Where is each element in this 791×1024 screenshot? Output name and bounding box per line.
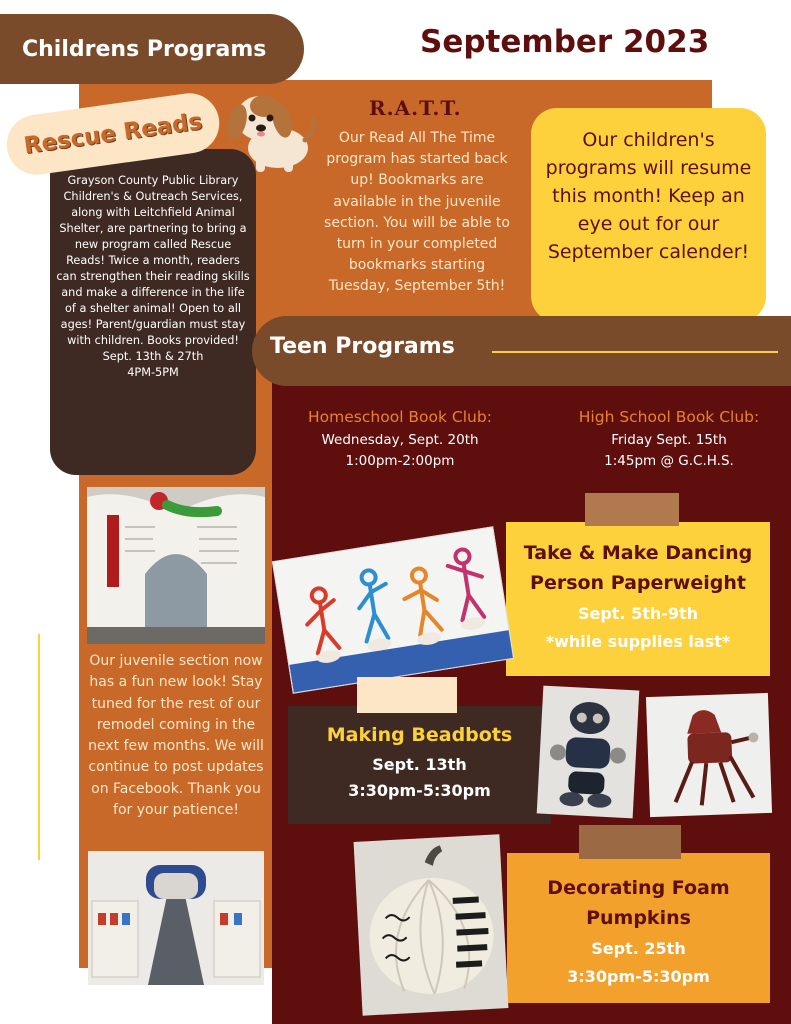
pumpkins-date: Sept. 25th [591, 939, 686, 958]
tape-decoration [579, 825, 681, 859]
pumpkins-time: 3:30pm-5:30pm [567, 967, 710, 986]
juvenile-section-hallway-photo [88, 851, 264, 985]
high-school-club-date: Friday Sept. 15th [611, 432, 727, 448]
high-school-book-club [557, 408, 781, 472]
rescue-reads-badge-text: Rescue Reads [22, 108, 204, 160]
beadbots-date: Sept. 13th [372, 755, 467, 774]
decorating-pumpkins-card [507, 853, 770, 1003]
beadbot-photo-2 [646, 693, 772, 817]
childrens-programs-label: Childrens Programs [22, 36, 267, 62]
tape-decoration [357, 677, 457, 713]
homeschool-club-date: Wednesday, Sept. 20th [321, 432, 479, 448]
homeschool-club-title: Homeschool Book Club: [308, 408, 492, 426]
teen-programs-label: Teen Programs [270, 334, 455, 359]
programs-resume-text: Our children's programs will resume this month! Keep an eye out for our September calender! [545, 129, 752, 263]
rescue-reads-card [50, 149, 256, 475]
take-and-make-title-line1: Take & Make Dancing [523, 542, 753, 564]
rescue-reads-time: 4PM-5PM [127, 366, 179, 379]
ratt-description: Our Read All The Time program has started back up! Bookmarks are available in the juvenile section. You will be able to turn in your completed bookmarks starting Tuesday, September 5th! [324, 130, 510, 295]
beadbots-title: Making Beadbots [326, 724, 513, 746]
foam-pumpkin-photo [354, 834, 509, 1015]
homeschool-book-club [286, 408, 514, 472]
juvenile-section-entrance-photo [87, 487, 265, 644]
programs-resume-notice [531, 108, 766, 322]
ratt-title: R.A.T.T. [369, 96, 462, 120]
puppy-illustration [220, 82, 320, 174]
take-and-make-dates: Sept. 5th-9th [577, 604, 699, 623]
rescue-reads-dates: Sept. 13th & 27th [102, 350, 204, 363]
take-and-make-note: *while supplies last* [545, 632, 731, 651]
high-school-club-title: High School Book Club: [578, 408, 760, 426]
homeschool-club-time: 1:00pm-2:00pm [345, 453, 455, 469]
juvenile-section-update: Our juvenile section now has a fun new look! Stay tuned for the rest of our remodel coming in the next few months. We will continue to post updates on Facebook. Thank you for your patience! [88, 653, 264, 819]
rescue-reads-description: Grayson County Public Library Children's & Outreach Services, along with Leitchfield Animal Shelter, are partnering to bring a new program called Rescue Reads! Twice a month, readers can strengthen their reading skills and make a difference in the life of a shelter animal! Open to all ages! Parent/guardian must stay with children. Books provided! [56, 174, 250, 347]
pumpkins-title-line1: Decorating Foam [547, 877, 730, 899]
take-and-make-card [506, 522, 770, 676]
high-school-club-time: 1:45pm @ G.C.H.S. [604, 453, 734, 469]
month-title: September 2023 [420, 24, 710, 60]
accent-line [38, 634, 40, 860]
beadbots-time: 3:30pm-5:30pm [348, 781, 491, 800]
childrens-programs-header [0, 14, 304, 84]
teen-header-divider [492, 351, 778, 353]
beadbots-card [288, 706, 551, 824]
pumpkins-title-line2: Pumpkins [586, 907, 691, 929]
beadbot-photo-1 [537, 686, 640, 819]
take-and-make-title-line2: Person Paperweight [530, 572, 746, 594]
tape-decoration [585, 493, 679, 526]
